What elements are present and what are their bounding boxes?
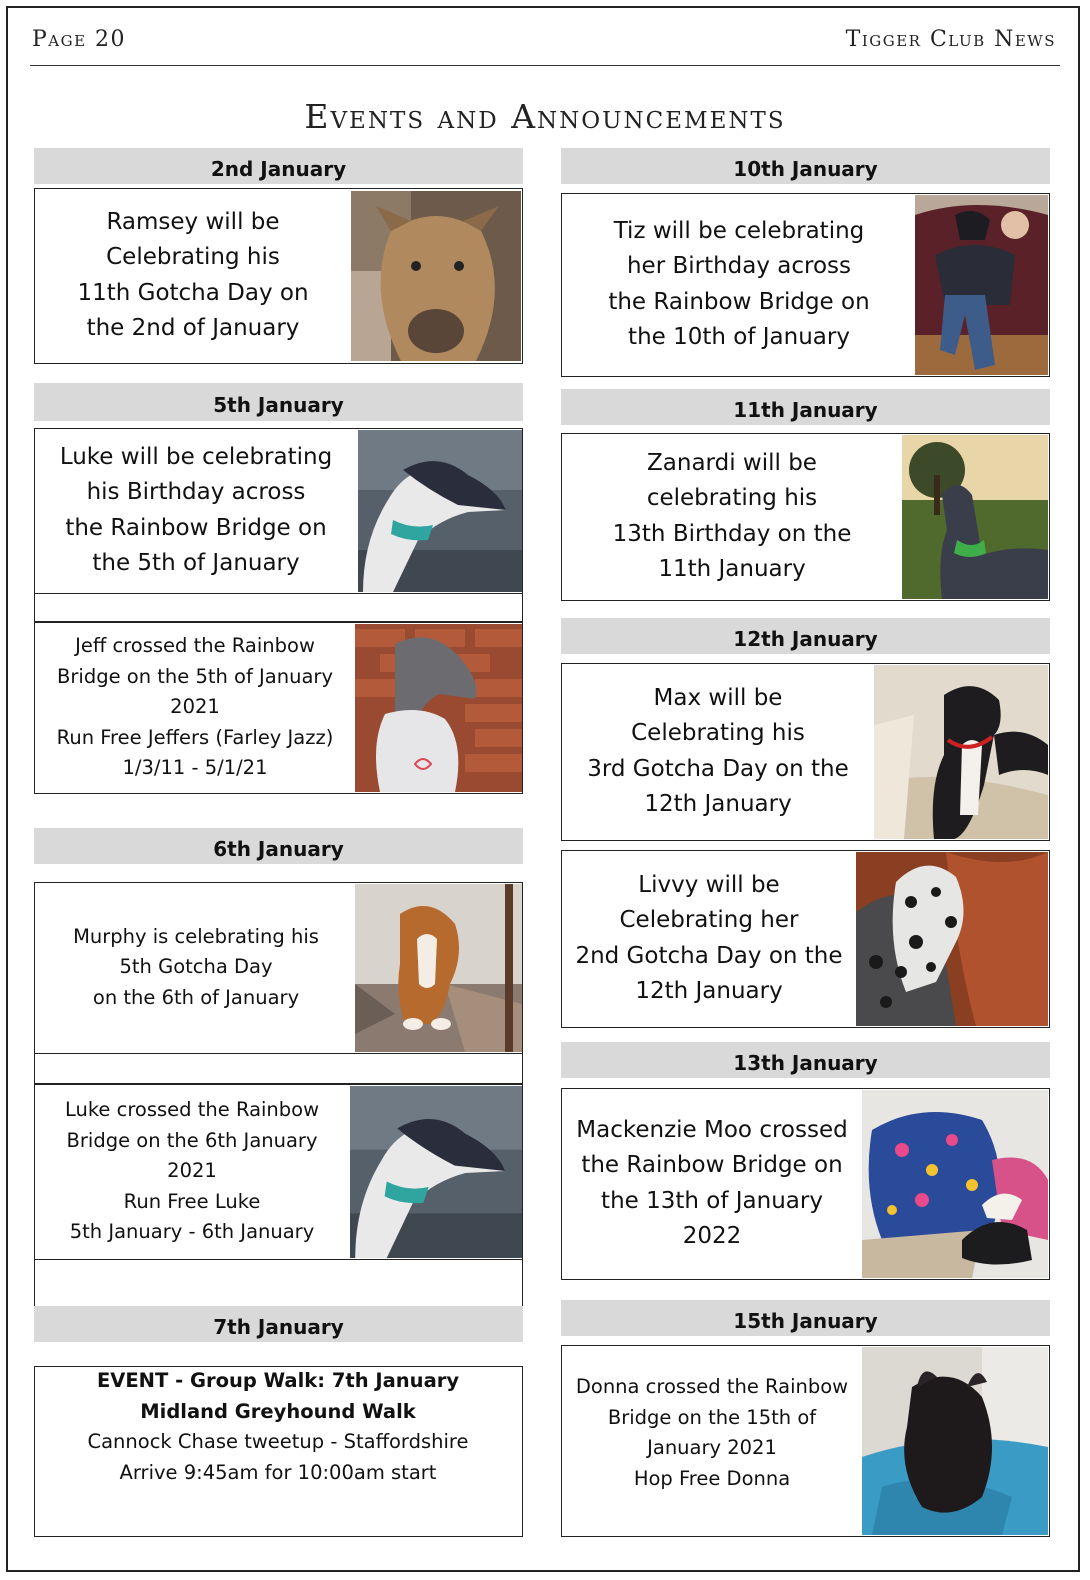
- date-bar-13th-january: 13th January: [561, 1042, 1050, 1078]
- spacer-box: [34, 594, 523, 622]
- text-line: the Rainbow Bridge on: [65, 514, 327, 541]
- text-line: Celebrating his: [631, 720, 805, 746]
- event-title: EVENT - Group Walk: 7th January: [96, 1369, 460, 1392]
- text-line: 3rd Gotcha Day on the: [587, 755, 849, 782]
- date-bar-2nd-january: 2nd January: [34, 148, 523, 184]
- text-line: her Birthday across: [626, 253, 852, 279]
- mackenzie-dog-photo: [862, 1090, 1048, 1278]
- luke-rainbow-text: [35, 1085, 349, 1258]
- date-bar-6th-january: 6th January: [34, 828, 523, 864]
- text-line: 12th January: [635, 978, 783, 1004]
- zanardi-announcement: [561, 433, 1050, 601]
- ramsey-dog-photo: [351, 191, 521, 361]
- date-bar-5th-january: 5th January: [34, 383, 523, 421]
- text-line: the 13th of January: [601, 1187, 823, 1214]
- text-line: 5th January - 6th January: [69, 1220, 315, 1244]
- max-announcement: [561, 663, 1050, 841]
- jeff-announcement: [34, 622, 523, 794]
- livvy-announcement: [561, 850, 1050, 1028]
- murphy-text: [35, 883, 357, 1052]
- text-line: Hop Free Donna: [633, 1466, 791, 1490]
- jeff-dog-photo: [355, 624, 522, 792]
- page-number: Page 20: [32, 27, 127, 52]
- livvy-text: [562, 851, 856, 1026]
- event-name: Midland Greyhound Walk: [140, 1399, 416, 1423]
- murphy-announcement: [34, 882, 523, 1054]
- page-title: Events and Announcements: [304, 97, 786, 136]
- publication-name: Tigger Club News: [845, 27, 1056, 52]
- date-bar-10th-january: 10th January: [561, 148, 1050, 184]
- text-line: 2021: [167, 1159, 217, 1183]
- date-bar-15th-january: 15th January: [561, 1300, 1050, 1336]
- text-line: 5th Gotcha Day: [119, 955, 273, 979]
- text-line: 2022: [682, 1223, 742, 1249]
- text-line: Run Free Luke: [123, 1189, 261, 1213]
- text-line: Livvy will be: [638, 871, 780, 898]
- mackenzie-text: [562, 1089, 862, 1278]
- jeff-text: [35, 623, 355, 792]
- text-line: Luke will be celebrating: [59, 443, 333, 470]
- donna-text: [562, 1346, 862, 1535]
- text-line: January 2021: [647, 1436, 777, 1459]
- text-line: Murphy is celebrating his: [73, 924, 319, 948]
- header-rule: [30, 65, 1060, 66]
- ramsey-announcement: [34, 188, 523, 364]
- group-walk-event: [34, 1366, 523, 1537]
- event-time: Arrive 9:45am for 10:00am start: [119, 1460, 437, 1484]
- text-line: Mackenzie Moo crossed: [576, 1116, 848, 1143]
- tiz-text: [562, 194, 916, 375]
- text-line: celebrating his: [646, 485, 818, 511]
- text-line: 11th Gotcha Day on: [77, 279, 309, 306]
- donna-rabbit-photo: [862, 1347, 1048, 1535]
- text-line: the 5th of January: [92, 550, 300, 576]
- text-line: 12th January: [644, 791, 792, 817]
- date-bar-7th-january: 7th January: [34, 1306, 523, 1342]
- group-walk-text: [35, 1367, 521, 1487]
- spacer-box: [34, 1260, 523, 1306]
- text-line: 1/3/11 - 5/1/21: [122, 756, 268, 780]
- text-line: Tiz will be celebrating: [613, 217, 865, 244]
- tiz-announcement: [561, 193, 1050, 377]
- text-line: Celebrating his: [106, 244, 280, 270]
- max-text: [562, 664, 874, 839]
- event-location: Cannock Chase tweetup - Staffordshire: [87, 1430, 469, 1453]
- max-dog-photo: [874, 665, 1048, 839]
- text-line: Bridge on the 15th of: [607, 1405, 817, 1429]
- tiz-dog-photo: [915, 195, 1048, 375]
- text-line: 2nd Gotcha Day on the: [575, 942, 843, 969]
- text-line: the 2nd of January: [86, 315, 300, 341]
- luke-dog-photo-2: [350, 1086, 522, 1258]
- text-line: Bridge on the 5th of January: [57, 664, 333, 688]
- text-line: Donna crossed the Rainbow: [575, 1375, 849, 1398]
- spacer-box: [34, 1054, 523, 1084]
- text-line: Celebrating her: [619, 907, 799, 933]
- luke-birthday-text: [35, 429, 357, 592]
- donna-announcement: [561, 1345, 1050, 1537]
- luke-dog-photo: [358, 430, 522, 592]
- luke-rainbow-announcement: [34, 1084, 523, 1260]
- date-bar-12th-january: 12th January: [561, 618, 1050, 654]
- date-bar-11th-january: 11th January: [561, 389, 1050, 425]
- zanardi-text: [562, 434, 902, 599]
- text-line: the 10th of January: [628, 324, 850, 350]
- text-line: Jeff crossed the Rainbow: [75, 634, 315, 658]
- text-line: 2021: [170, 695, 220, 719]
- text-line: 11th January: [658, 556, 806, 582]
- text-line: 13th Birthday on the: [612, 520, 852, 547]
- livvy-dog-photo: [856, 852, 1048, 1026]
- text-line: Bridge on the 6th January: [66, 1128, 318, 1152]
- mackenzie-announcement: [561, 1088, 1050, 1280]
- text-line: Run Free Jeffers (Farley Jazz): [56, 725, 334, 749]
- text-line: his Birthday across: [86, 479, 306, 505]
- text-line: Luke crossed the Rainbow: [64, 1098, 320, 1122]
- text-line: Ramsey will be: [106, 208, 280, 235]
- text-line: the Rainbow Bridge on: [581, 1152, 843, 1178]
- murphy-dog-photo: [355, 884, 522, 1052]
- text-line: on the 6th of January: [92, 985, 300, 1009]
- ramsey-text: [35, 189, 351, 362]
- text-line: Max will be: [653, 684, 783, 711]
- luke-birthday-announcement: [34, 428, 523, 594]
- zanardi-dog-photo: [902, 435, 1048, 599]
- text-line: the Rainbow Bridge on: [608, 288, 870, 315]
- text-line: Zanardi will be: [647, 449, 817, 476]
